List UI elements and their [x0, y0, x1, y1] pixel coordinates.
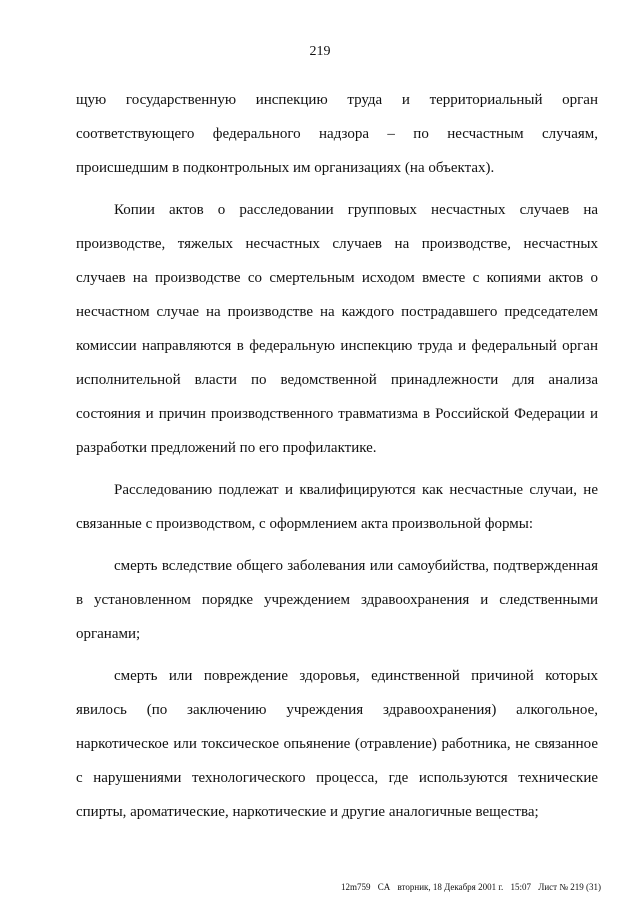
paragraph-3: Расследованию подлежат и квалифицируются как несчастные случаи, не связанные с производством, с оформлением акта произвольной формы:	[76, 482, 598, 532]
footer-date: вторник, 18 Декабря 2001 г.	[397, 882, 504, 892]
footer-time: 15:07	[510, 882, 532, 892]
paragraph-2: Копии актов о расследовании групповых несчастных случаев на производстве, тяжелых несчастных случаев на производстве, несчастных случаев на производстве со смертельным исходом вместе с копиями актов о несчастном случае на производстве на каждого пострадавшего председателем комиссии направляются в федеральную инспекцию труда и федеральный орган исполнительной власти по ведомственной принадлежности для анализа состояния и причин производственного травматизма в Российской Федерации и разработки предложений по его профилактике.	[76, 202, 598, 456]
print-footer	[341, 882, 606, 892]
footer-code: CA	[377, 882, 391, 892]
page-number: 219	[309, 44, 331, 59]
paragraph-5: смерть или повреждение здоровья, единственной причиной которых явилось (по заключению учреждения здравоохранения) алкогольное, наркотическое или токсическое опьянение (отравление) работника, не связанное с нарушениями технологического процесса, где используются технические спирты, ароматические, наркотические и другие аналогичные вещества;	[76, 668, 598, 820]
paragraph-1: щую государственную инспекцию труда и территориальный орган соответствующего федерального надзора – по несчастным случаям, происшедшим в подконтрольных им организациях (на объектах).	[76, 92, 598, 176]
body-text	[76, 83, 598, 829]
footer-sheet: Лист № 219 (31)	[538, 882, 601, 892]
footer-doc-id: 12m759	[341, 882, 371, 892]
paragraph-4: смерть вследствие общего заболевания или самоубийства, подтвержденная в установленном порядке учреждением здравоохранения и следственными органами;	[76, 558, 598, 642]
